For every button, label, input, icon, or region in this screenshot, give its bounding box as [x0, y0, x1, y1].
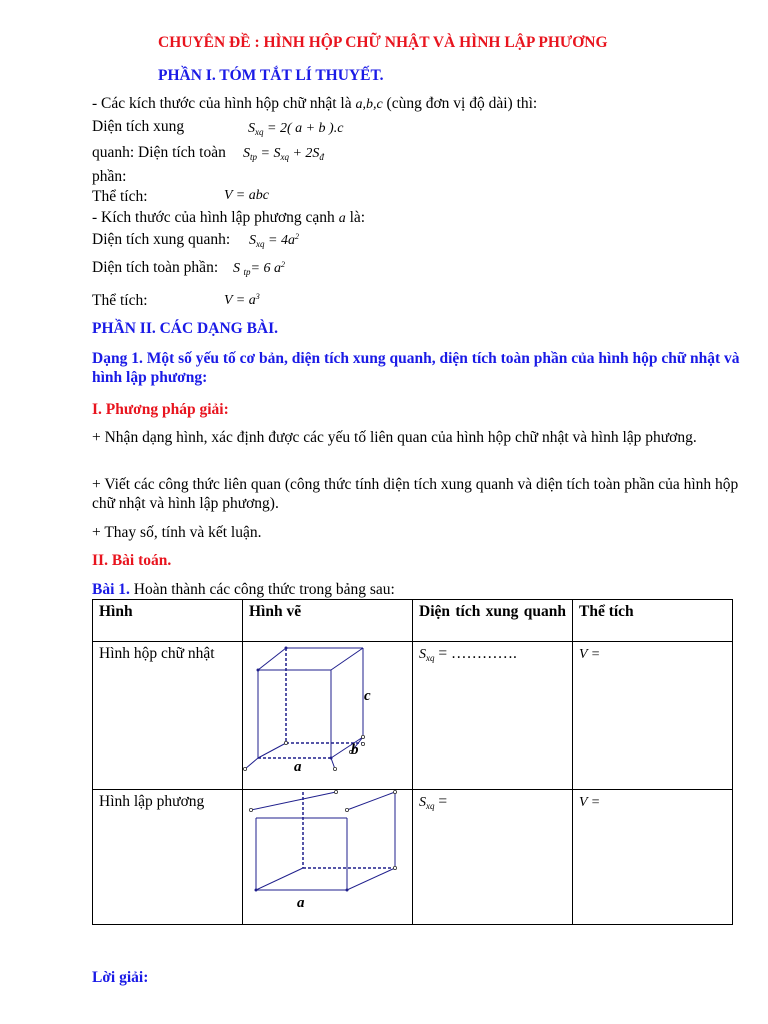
- lateral-label-3: phần:: [92, 168, 127, 185]
- row-rect-area-s: $S_{xq}$: [419, 647, 435, 663]
- row-cube-area-text: =: [438, 793, 448, 810]
- page-title: CHUYÊN ĐỀ : HÌNH HỘP CHỮ NHẬT VÀ HÌNH LẬP PHƯƠNG: [158, 34, 608, 51]
- bai1-label: Bài 1.: [92, 581, 130, 598]
- lateral-label-1: Diện tích xung: [92, 118, 185, 135]
- table-row: [93, 790, 733, 925]
- cube-label-a: a: [297, 895, 305, 911]
- rect-box-figure: [243, 642, 413, 783]
- header-lateral-area: [413, 600, 573, 642]
- problems-heading: II. Bài toán.: [92, 552, 172, 569]
- cube-figure: [243, 790, 413, 918]
- rect-total-formula: $S_{tp} = S_{xq} + 2S_đ$: [243, 146, 324, 162]
- cube-volume-formula: $V = a^3$: [224, 292, 260, 308]
- cube-total-formula: S $_{tp}$= 6 $a^2$: [233, 260, 285, 277]
- table-header-row: [93, 600, 733, 642]
- rect-volume-formula: V = abc: [224, 188, 269, 203]
- bai1-text: Hoàn thành các công thức trong bảng sau:: [133, 581, 395, 598]
- row-rect-area: [413, 642, 573, 790]
- row-cube-volume-text: V =: [579, 795, 601, 810]
- rect-label-a: a: [294, 759, 302, 775]
- row-rect-area-text: = ………….: [438, 645, 517, 662]
- type1-heading: Dạng 1. Một số yếu tố cơ bản, diện tích xung quanh, diện tích toàn phần của hình hộp chữ nhật và hình lập phương:: [92, 350, 740, 386]
- row-cube-shape: Hình lập phương: [93, 790, 243, 925]
- cube-intro-line: [92, 208, 365, 228]
- cube-lateral-formula: $S_{xq} = 4a^2$: [249, 232, 299, 249]
- rect-vars: a,b,c: [355, 97, 383, 112]
- method-heading: I. Phương pháp giải:: [92, 401, 229, 418]
- cube-total-label: Diện tích toàn phần:: [92, 259, 219, 276]
- header-volume: Thể tích: [573, 600, 733, 642]
- row-cube-area: [413, 790, 573, 925]
- row-cube-drawing: [243, 790, 413, 925]
- cube-volume-label: Thể tích:: [92, 292, 148, 309]
- part2-heading: PHẦN II. CÁC DẠNG BÀI.: [92, 320, 279, 337]
- row-rect-volume-text: V =: [579, 647, 601, 662]
- lateral-label-2: quanh: Diện tích toàn: [92, 144, 226, 161]
- row-cube-area-s: $S_{xq}$: [419, 795, 435, 811]
- row-rect-shape: Hình hộp chữ nhật: [93, 642, 243, 790]
- part1-heading: PHẦN I. TÓM TẮT LÍ THUYẾT.: [158, 67, 384, 84]
- row-rect-drawing: [243, 642, 413, 790]
- cube-intro-b: là:: [349, 209, 366, 226]
- cube-var: a: [338, 211, 346, 226]
- header-shape: Hình: [93, 600, 243, 642]
- solution-heading: Lời giải:: [92, 969, 149, 986]
- rect-intro-a: - Các kích thước của hình hộp chữ nhật là: [92, 95, 352, 112]
- method-item-3: + Thay số, tính và kết luận.: [92, 524, 262, 541]
- bai1-line: [92, 580, 395, 599]
- cube-lateral-label: Diện tích xung quanh:: [92, 231, 231, 248]
- method-item-1: + Nhận dạng hình, xác định được các yếu tố liên quan của hình hộp chữ nhật và hình lập phương.: [92, 429, 697, 446]
- rect-label-b: b: [351, 742, 359, 758]
- header-lateral-area-text: Diện tích xung quanh: [419, 603, 566, 620]
- rect-intro-line: [92, 94, 537, 114]
- rect-label-c: c: [364, 688, 371, 704]
- method-item-2: + Viết các công thức liên quan (công thức tính diện tích xung quanh và diện tích toàn phần của hình hộp chữ nhật và hình lập phương).: [92, 476, 739, 512]
- header-drawing: Hình vẽ: [243, 600, 413, 642]
- rect-intro-b: (cùng đơn vị độ dài) thì:: [386, 95, 538, 112]
- rect-lateral-formula: $S_{xq} = 2$( a + b ).c: [248, 121, 344, 137]
- formula-table: [92, 599, 733, 925]
- row-cube-volume: [573, 790, 733, 925]
- table-row: [93, 642, 733, 790]
- volume-label: Thể tích:: [92, 188, 148, 205]
- row-rect-volume: [573, 642, 733, 790]
- cube-intro-a: - Kích thước của hình lập phương cạnh: [92, 209, 335, 226]
